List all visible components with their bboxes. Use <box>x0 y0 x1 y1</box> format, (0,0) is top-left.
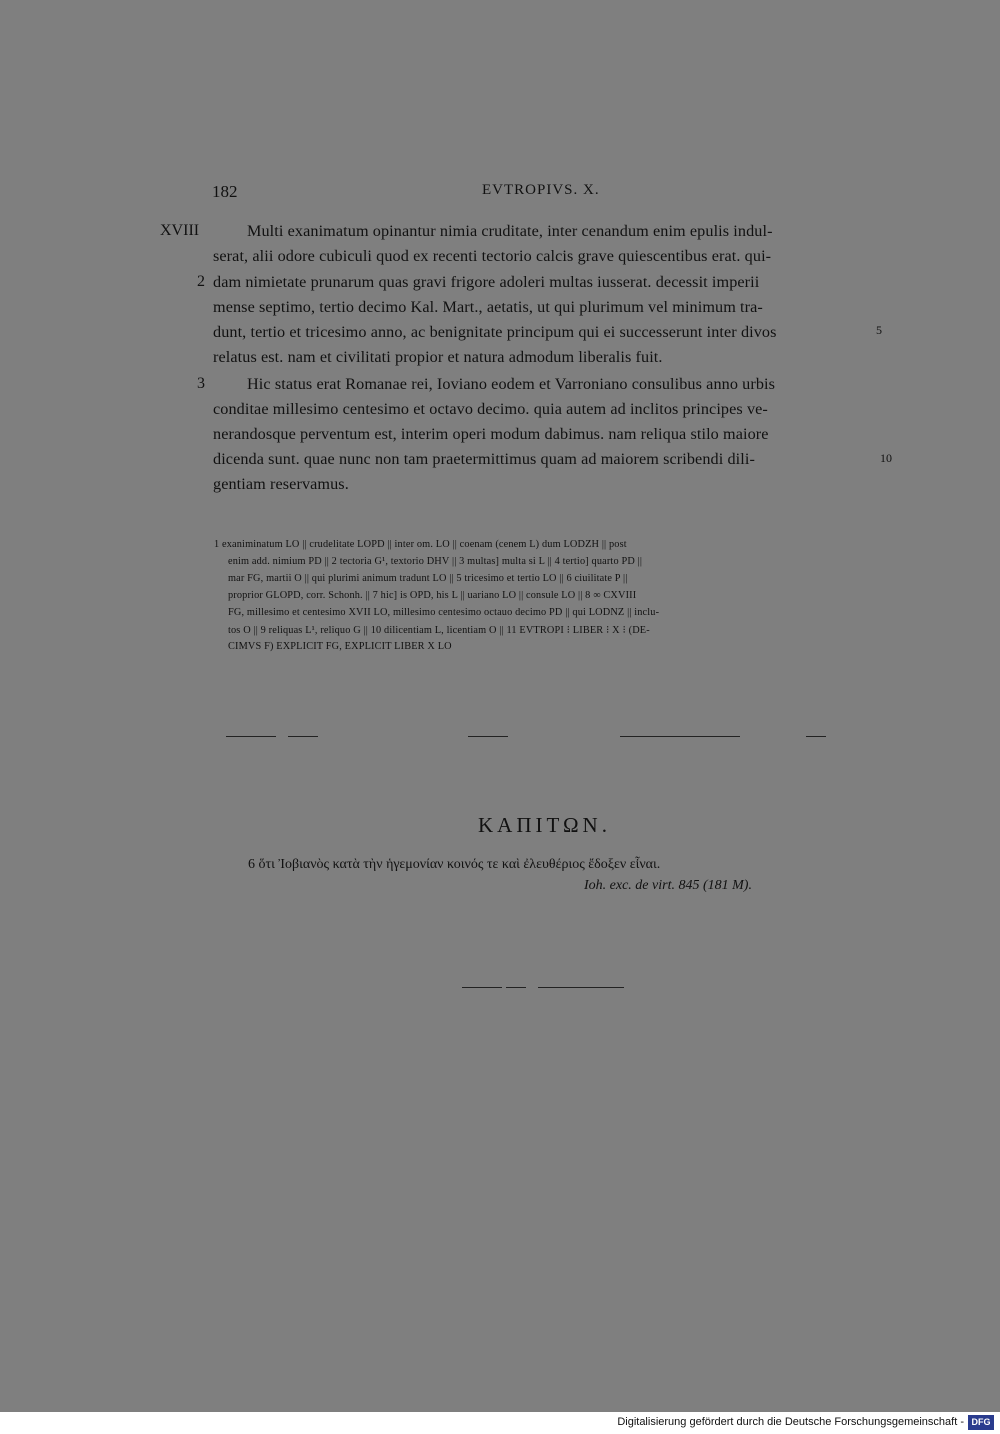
divider-line <box>620 736 740 737</box>
text-line: Hic status erat Romanae rei, Ioviano eodem et Varroniano consulibus anno urbis <box>247 375 776 393</box>
divider-line <box>288 736 318 737</box>
text-line: mense septimo, tertio decimo Kal. Mart., aetatis, ut qui plurimum vel minimum tra- <box>213 298 763 316</box>
greek-excerpt-line: 6 ὅτι Ἰοβιανὸς κατὰ τὴν ἡγεμονίαν κοινός τε καὶ ἐλευθέριος ἔδοξεν εἶναι. <box>248 857 661 872</box>
source-reference: Ioh. exc. de virt. 845 (181 M). <box>584 878 752 893</box>
text-line: nerandosque perventum est, interim operi modum dabimus. nam reliqua stilo maiore <box>213 425 769 443</box>
text-line: gentiam reservamus. <box>213 475 349 493</box>
funding-notice: Digitalisierung gefördert durch die Deutsche Forschungsgemeinschaft - <box>617 1416 964 1428</box>
apparatus-line: mar FG, martii O || qui plurimi animum tradunt LO || 5 tricesimo et tertio LO || 6 ciuilitate P || <box>228 573 628 584</box>
divider-line <box>806 736 826 737</box>
page-number: 182 <box>212 182 238 201</box>
greek-section-title: ΚΑΠΙΤΩΝ. <box>478 813 611 837</box>
apparatus-line: CIMVS F) EXPLICIT FG, EXPLICIT LIBER X LO <box>228 641 452 652</box>
text-line: serat, alii odore cubiculi quod ex recenti tectorio calcis grave quiescentibus erat. qui- <box>213 247 772 265</box>
divider-line <box>506 987 526 988</box>
divider-line <box>226 736 276 737</box>
divider-line <box>462 987 502 988</box>
running-title: EVTROPIVS. X. <box>482 182 600 198</box>
apparatus-line: enim add. nimium PD || 2 tectoria G¹, textorio DHV || 3 multas] multa si L || 4 tertio] quarto PD || <box>228 556 643 567</box>
line-number: 10 <box>880 451 892 465</box>
section-number: XVIII <box>160 222 200 239</box>
divider-line <box>538 987 624 988</box>
apparatus-line: tos O || 9 reliquas L¹, reliquo G || 10 dilicentiam L, licentiam O || 11 EVTROPI ⁝ LIBER ⁝ X ⁝ (DE- <box>228 625 650 636</box>
apparatus-line: proprior GLOPD, corr. Schonh. || 7 hic] is OPD, his L || uariano LO || consule LO || 8 ∞ CXVIII <box>228 590 637 601</box>
divider-line <box>468 736 508 737</box>
apparatus-line: 1 exaniminatum LO || crudelitate LOPD || inter om. LO || coenam (cenem L) dum LODZH || post <box>214 539 627 550</box>
text-line: dam nimietate prunarum quas gravi frigore adoleri multas iusserat. decessit imperii <box>213 273 760 291</box>
section-number: 2 <box>197 273 205 290</box>
digitization-footer <box>0 1412 1000 1434</box>
text-line: conditae millesimo centesimo et octavo decimo. quia autem ad inclitos principes ve- <box>213 400 768 418</box>
dfg-logo: DFG <box>968 1415 994 1430</box>
text-line: relatus est. nam et civilitati propior et natura admodum liberalis fuit. <box>213 348 663 366</box>
text-line: Multi exanimatum opinantur nimia cruditate, inter cenandum enim epulis indul- <box>247 222 773 240</box>
apparatus-line: FG, millesimo et centesimo XVII LO, millesimo centesimo octauo decimo PD || qui LODNZ || inclu- <box>228 607 660 618</box>
line-number: 5 <box>876 323 882 337</box>
section-number: 3 <box>197 375 205 392</box>
text-line: dunt, tertio et tricesimo anno, ac benignitate principum qui ei successerunt inter divos <box>213 323 777 341</box>
text-line: dicenda sunt. quae nunc non tam praetermittimus quam ad maiorem scribendi dili- <box>213 450 755 468</box>
